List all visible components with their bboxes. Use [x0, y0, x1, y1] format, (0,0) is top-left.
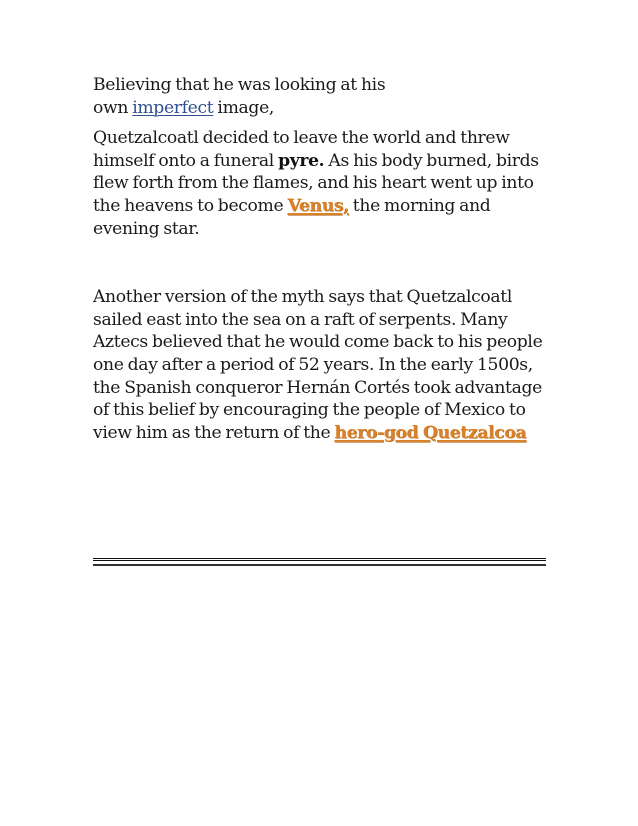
- pyre-text-start: Quetzalcoatl decided to leave the world and threw himself onto a funeral: [93, 128, 510, 171]
- another-version-text: Another version of the myth says that Quetzalcoatl sailed east into the sea on a raft of serpents. Many Aztecs believed that he would come back to his people one day after a period of 52 years. In the early 1500s, the Spanish conqueror Hernán Cortés took advantage of this belief by encouraging the people of Mexico to view him as the return of the: [93, 287, 543, 443]
- pyre-text-end: the morning and evening star.: [93, 195, 491, 239]
- hero-god-link[interactable]: hero-god Quetzalcoa: [334, 422, 527, 443]
- section-divider: [93, 558, 546, 561]
- paragraph-intro: [93, 74, 553, 119]
- imperfect-link[interactable]: imperfect: [132, 97, 214, 118]
- paragraph-another-version: [93, 286, 553, 444]
- intro-text-own: own: [93, 97, 133, 118]
- intro-line-1: Believing that he was looking at his: [93, 75, 386, 95]
- document-body: [93, 74, 553, 444]
- paragraph-pyre: [93, 127, 553, 240]
- pyre-bold: pyre.: [278, 150, 325, 171]
- section-divider-lower: [93, 564, 546, 566]
- pyre-text-middle: As his body burned, birds flew forth from the flames, and his heart went up into the heavens to become: [93, 150, 539, 216]
- venus-link[interactable]: Venus,: [287, 195, 349, 216]
- intro-text-image: image,: [213, 97, 275, 118]
